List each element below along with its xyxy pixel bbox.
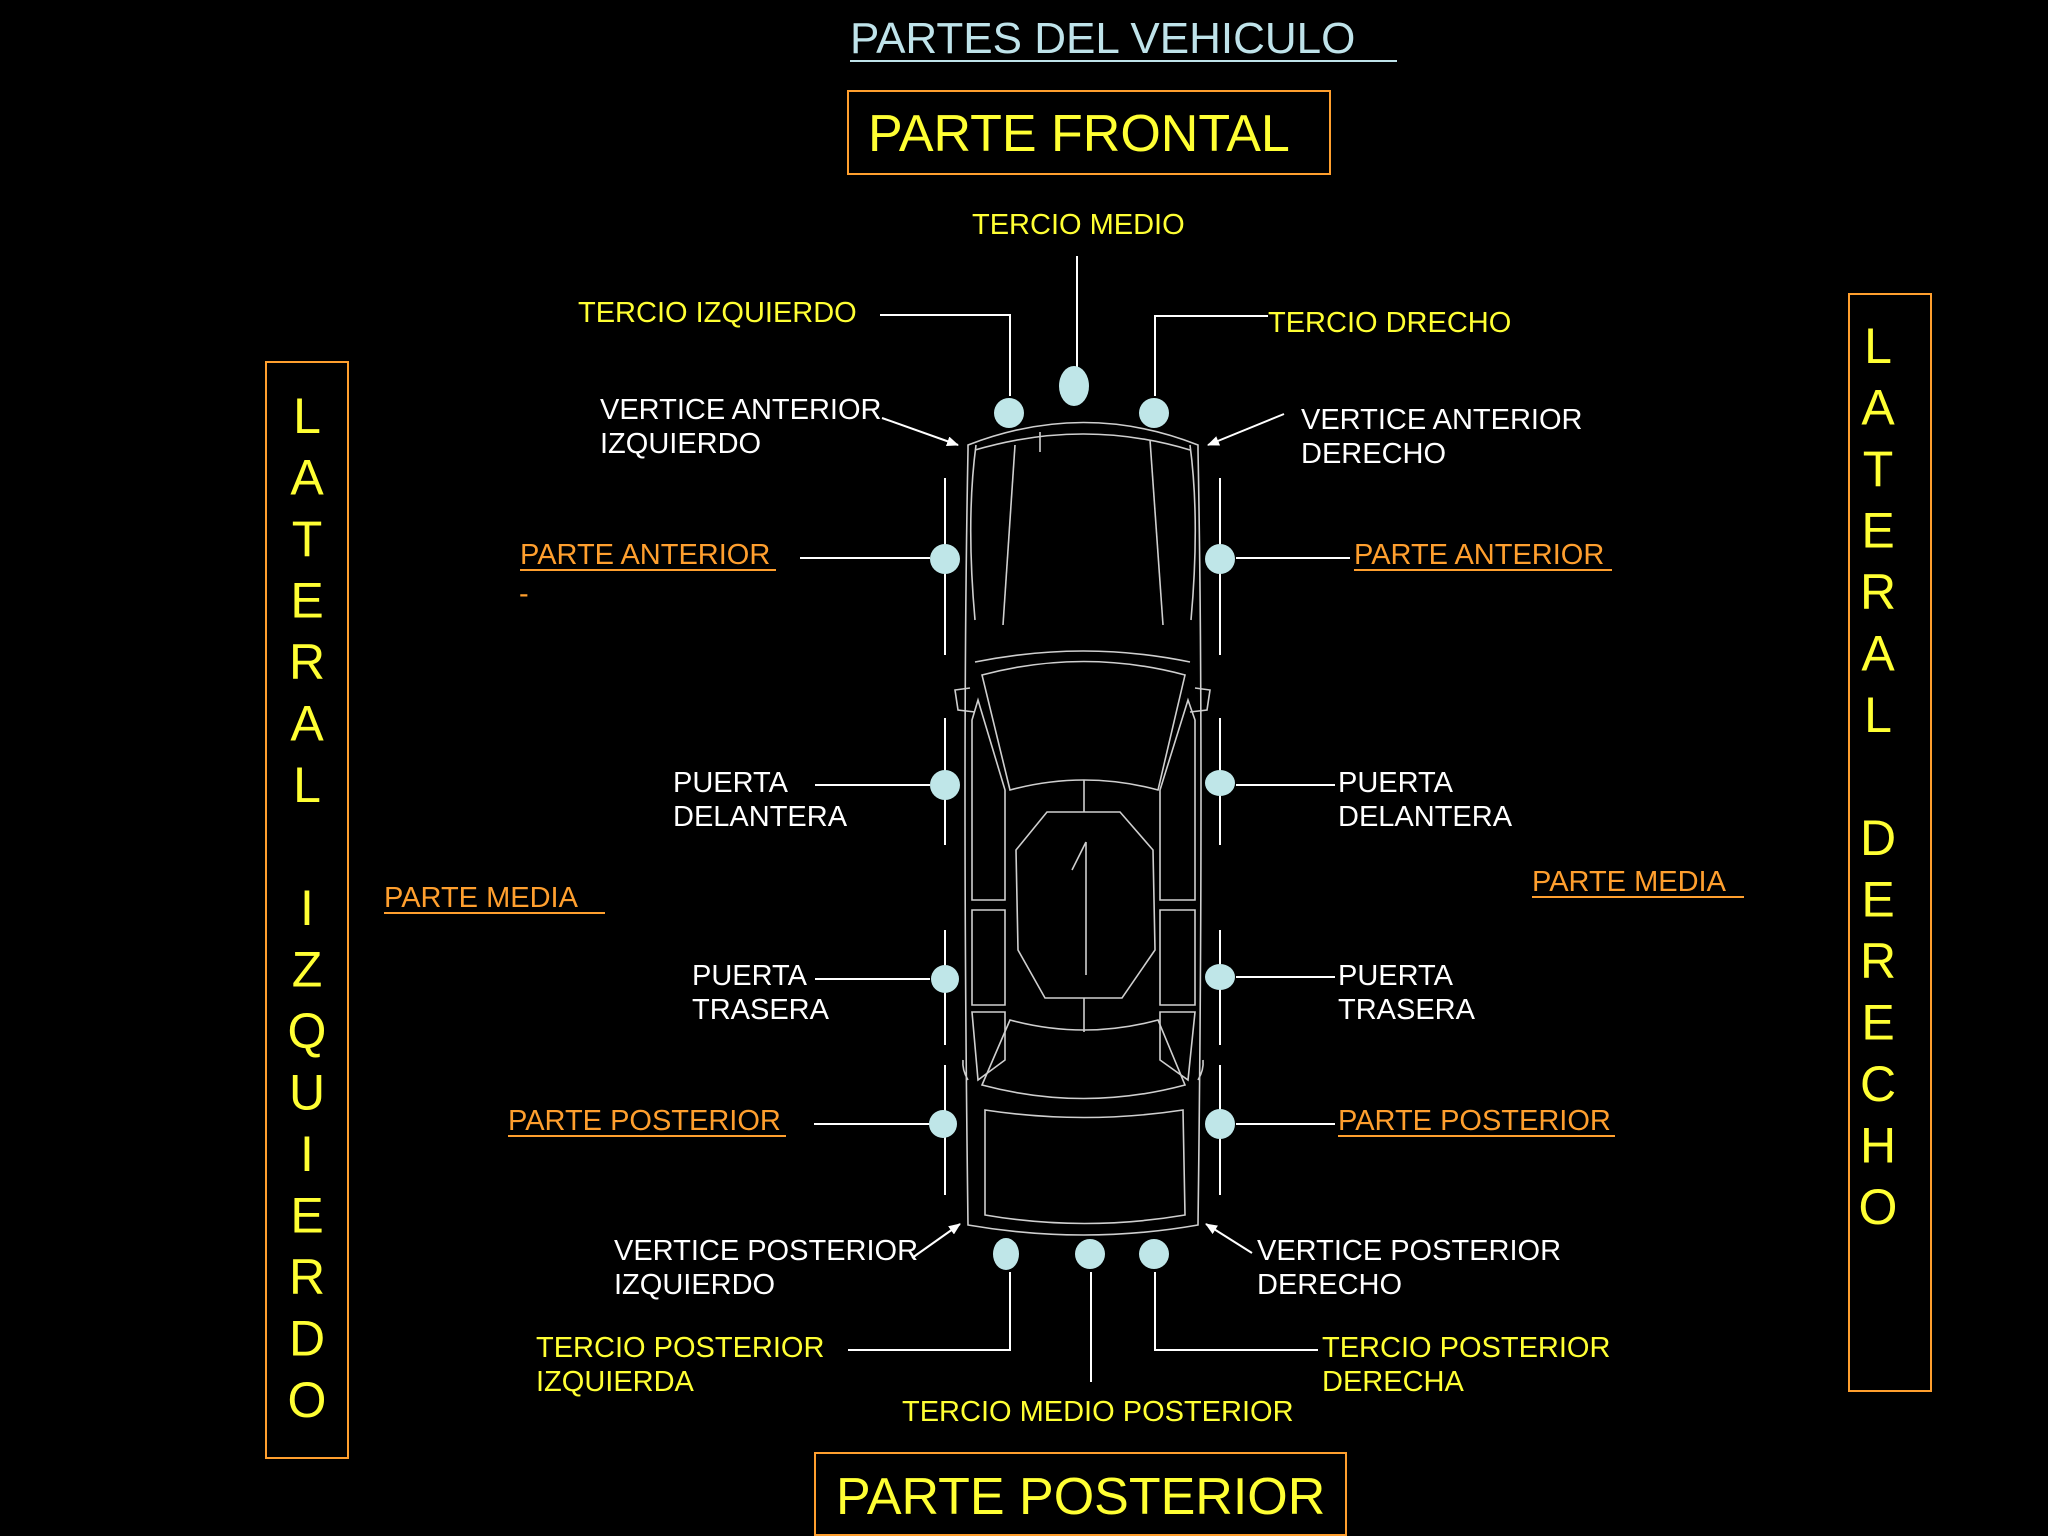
tercio-post-izq-line1: TERCIO POSTERIOR [536,1332,825,1364]
vertice-post-izq-line2: IZQUIERDO [614,1269,776,1301]
car-outline [955,423,1210,1236]
tercio-post-der-line1: TERCIO POSTERIOR [1322,1332,1611,1364]
tercio-post-izq-leader [848,1272,1010,1350]
tercio-medio-post-label: TERCIO MEDIO POSTERIOR [902,1396,1294,1428]
tercio-izquierdo-leader [880,315,1010,396]
left-side-letter: E [290,572,324,629]
left-side-letter: E [290,1187,324,1244]
vertice-ant-der-line2: DERECHO [1301,438,1447,470]
vertice-post-der-line1: VERTICE POSTERIOR [1257,1235,1562,1267]
side-guides [945,478,1220,1195]
right-puerta-tra-line2: TRASERA [1338,994,1475,1026]
left-puerta-tra-dot [931,965,959,993]
left-side-letter: Q [287,1003,327,1059]
left-side-letter: I [300,880,314,936]
right-puerta-tra-line1: PUERTA [1338,960,1453,992]
right-side-letter: L [1864,687,1892,743]
tercio-izquierdo-label: TERCIO IZQUIERDO [578,297,857,329]
vertice-post-izq-arrow [912,1224,960,1258]
tercio-medio-label: TERCIO MEDIO [972,209,1185,241]
right-side-letter: O [1858,1179,1898,1235]
right-side-letter: H [1859,1117,1897,1174]
vertice-post-izq-line1: VERTICE POSTERIOR [614,1235,919,1267]
right-parte-media: PARTE MEDIA [1532,866,1726,898]
page-title: PARTES DEL VEHICULO [850,14,1356,63]
right-side-letter: L [1864,318,1892,374]
right-puerta-del-line2: DELANTERA [1338,801,1513,833]
right-puerta-del-line1: PUERTA [1338,767,1453,799]
tercio-post-izq-line2: IZQUIERDA [536,1366,694,1398]
left-side-label [288,388,327,1428]
left-side-letter: T [291,511,323,567]
left-side-letter: I [300,1126,314,1182]
right-puerta-tra-dot [1205,964,1235,990]
right-parte-posterior: PARTE POSTERIOR [1338,1105,1611,1137]
rear-box-label: PARTE POSTERIOR [836,1468,1326,1526]
left-side-letter: R [288,634,326,690]
right-side-letter: A [1861,379,1895,436]
left-posterior-dot [929,1110,957,1138]
right-puerta-del-dot [1205,770,1235,796]
vertice-ant-der-arrow [1208,414,1284,445]
tercio-izquierdo-dot [994,398,1024,428]
vertice-ant-der-line1: VERTICE ANTERIOR [1301,404,1583,436]
tercio-derecho-dot [1139,398,1169,428]
right-side-letter: C [1859,1056,1897,1112]
vertice-post-der-arrow [1206,1224,1252,1253]
right-side-letter: T [1862,441,1894,497]
right-side-letter: E [1861,871,1895,928]
left-side-letter: A [290,449,324,506]
vertice-ant-izq-arrow [882,418,958,445]
rear-middle-dot [1075,1239,1105,1269]
vertice-ant-izq-line1: VERTICE ANTERIOR [600,394,882,426]
left-side-letter: R [288,1249,326,1305]
left-side-letter: L [293,757,321,813]
front-box-label: PARTE FRONTAL [868,105,1290,163]
right-side-letter: A [1861,625,1895,682]
left-puerta-tra-line1: PUERTA [692,960,807,992]
right-anterior-dot [1205,544,1235,574]
tercio-derecho-leader [1155,316,1268,396]
right-side-letter: D [1859,810,1897,866]
left-puerta-del-line1: PUERTA [673,767,788,799]
left-side-letter: D [288,1310,326,1367]
right-side-label [1859,318,1898,1235]
tercio-post-der-line2: DERECHA [1322,1366,1464,1398]
left-puerta-tra-line2: TRASERA [692,994,829,1026]
right-side-letter: E [1861,502,1895,559]
left-parte-posterior: PARTE POSTERIOR [508,1105,781,1137]
right-parte-anterior: PARTE ANTERIOR [1354,539,1605,571]
vertice-post-der-line2: DERECHO [1257,1269,1403,1301]
rear-right-dot [1139,1239,1169,1269]
right-side-letter: R [1859,564,1897,620]
left-side-letter: Z [291,941,323,998]
left-parte-anterior: PARTE ANTERIOR [520,539,771,571]
left-dash: - [519,578,529,610]
left-puerta-del-dot [930,770,960,800]
left-side-letter: A [290,695,324,752]
tercio-medio-dot [1059,366,1089,406]
left-side-letter: U [288,1064,326,1121]
left-side-letter: O [287,1372,327,1428]
left-anterior-dot [930,544,960,574]
right-side-letter: E [1861,994,1895,1051]
right-posterior-dot [1205,1109,1235,1139]
vertice-ant-izq-line2: IZQUIERDO [600,428,762,460]
right-side-letter: R [1859,933,1897,989]
left-puerta-del-line2: DELANTERA [673,801,848,833]
rear-left-dot [993,1238,1019,1270]
tercio-derecho-label: TERCIO DRECHO [1268,307,1512,339]
left-parte-media: PARTE MEDIA [384,882,578,914]
left-side-letter: L [293,388,321,444]
